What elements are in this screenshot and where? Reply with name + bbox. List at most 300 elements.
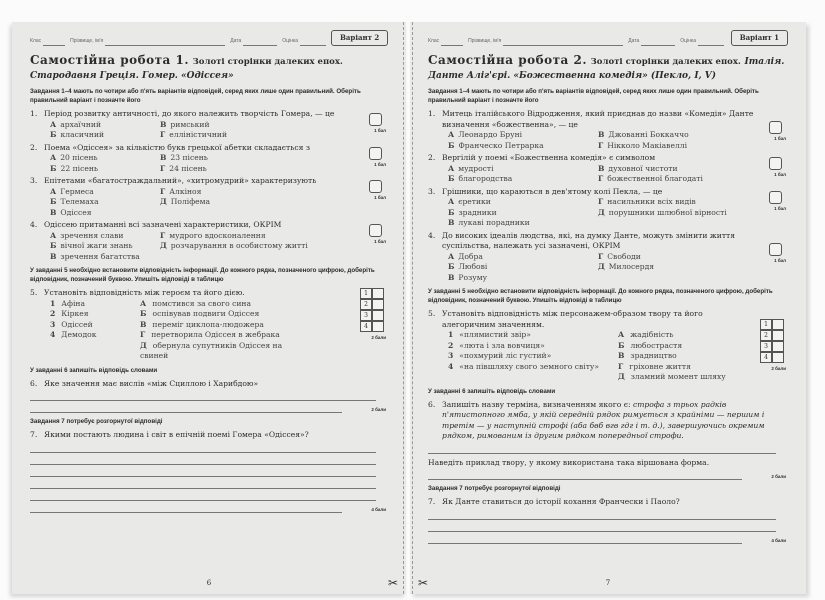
option-letter: В <box>50 207 57 217</box>
answer-option[interactable] <box>50 120 160 131</box>
worksheet-title <box>428 54 788 83</box>
match-text: оспівував подвиги Одіссея <box>152 309 260 318</box>
question-text-row <box>428 231 754 252</box>
option-text: духовної чистоти <box>608 163 678 173</box>
page-number: 7 <box>605 578 611 587</box>
answer-option[interactable] <box>50 164 160 175</box>
option-letter: В <box>448 272 455 282</box>
match-item-right <box>140 299 310 310</box>
answer-box[interactable] <box>769 121 782 134</box>
answer-grid-row <box>760 319 784 330</box>
match-item-right <box>618 372 738 383</box>
option-text: архаїчний <box>60 119 102 129</box>
match-item-right <box>140 309 310 320</box>
title-main: Самостійна робота 2. <box>428 53 588 67</box>
answer-option[interactable] <box>160 130 310 141</box>
instructions-6: У завданні 6 запишіть відповідь словами <box>428 387 556 395</box>
grade-field <box>282 36 326 47</box>
match-text: Демодок <box>61 330 97 339</box>
points-label: 1 бал <box>774 172 786 177</box>
answer-line[interactable] <box>428 532 742 544</box>
question-text: Як Данте ставиться до історії кохання Франчески і Паоло? <box>442 497 680 506</box>
match-item-left <box>448 341 618 352</box>
answer-box[interactable] <box>369 113 382 126</box>
answer-line[interactable] <box>30 453 376 465</box>
match-key: Д <box>618 372 625 381</box>
question-number: 7. <box>428 497 436 506</box>
question-text-main: Яке значення має вислів «між Сциллою і Харибдою» <box>44 378 259 388</box>
question-text-row <box>30 288 354 299</box>
date-label: Дата <box>628 37 640 44</box>
answer-line[interactable] <box>30 501 342 513</box>
answer-option[interactable] <box>160 241 310 252</box>
worksheet-title <box>30 54 388 83</box>
match-item-right <box>618 362 738 373</box>
match-key: 1 <box>448 330 454 339</box>
grid-number: 4 <box>760 352 772 363</box>
grid-answer-cell[interactable] <box>372 288 384 299</box>
answer-grid-row <box>360 321 384 332</box>
grid-number: 1 <box>360 288 372 299</box>
question-text-row <box>30 176 354 187</box>
option-text: єретики <box>458 197 491 206</box>
answer-grid-row <box>360 288 384 299</box>
option-text: розчарування в особистому житті <box>170 241 308 250</box>
answer-option[interactable] <box>598 262 748 273</box>
scissors-icon[interactable]: ✂ <box>418 576 429 590</box>
match-text: любострастя <box>630 340 683 350</box>
answer-option[interactable] <box>50 197 160 208</box>
answer-options <box>428 130 754 151</box>
match-key: Б <box>618 340 625 350</box>
grid-answer-cell[interactable] <box>772 352 784 363</box>
name-input-line[interactable] <box>105 40 225 46</box>
answer-option[interactable] <box>448 252 598 263</box>
match-key: 2 <box>448 340 454 350</box>
option-text: насильники всіх видів <box>607 197 696 206</box>
question-4 <box>30 220 388 262</box>
points-label: 4 бали <box>771 537 786 543</box>
match-item-right <box>140 330 310 341</box>
answer-options <box>30 120 354 141</box>
option-text: Джованні Боккаччо <box>608 130 689 139</box>
option-letter: Г <box>160 163 166 173</box>
answer-option[interactable] <box>598 130 748 141</box>
answer-option[interactable] <box>598 164 748 175</box>
match-item-right <box>618 330 738 341</box>
points-label: 4 бали <box>371 506 386 512</box>
match-key: А <box>618 330 625 339</box>
right-page <box>410 22 806 594</box>
question-text-definition: строфа з трьох радків п'ятистопного ямба, у якій середній рядок римується з крайніми — першим і третім — у наступній строфі (аба бвб вгв гдг і т. д.), завершуючись окремим рядком, римованим із другим рядком попередньої строфи. <box>442 399 765 440</box>
answer-option[interactable] <box>50 130 160 141</box>
match-text: Кіркея <box>61 309 89 318</box>
answer-option[interactable] <box>50 241 160 252</box>
question-2 <box>30 143 388 175</box>
answer-option[interactable] <box>448 208 598 219</box>
match-text: Афіна <box>61 298 86 308</box>
match-key: 1 <box>50 298 56 308</box>
points-label: 2 бали <box>371 335 386 340</box>
question-text <box>44 379 258 390</box>
option-letter: Г <box>598 251 604 261</box>
worksheet-header <box>428 30 788 46</box>
class-input-line[interactable] <box>43 40 65 46</box>
option-text: Добра <box>458 251 483 261</box>
class-label: Клас <box>428 37 440 44</box>
answer-option[interactable] <box>50 187 160 198</box>
option-letter: Б <box>50 241 57 250</box>
answer-line[interactable] <box>30 489 376 501</box>
question-text-row <box>428 309 754 330</box>
answer-options <box>30 187 354 219</box>
option-text: вічної жаги знань <box>60 241 133 250</box>
option-letter: Б <box>50 197 57 206</box>
option-letter: А <box>50 153 57 162</box>
question-5 <box>30 288 388 362</box>
question-text-main: Запишіть назву терміна, визначенням якого є: <box>442 399 631 409</box>
option-text: 22 пісень <box>60 163 99 173</box>
match-item-left <box>448 372 618 383</box>
option-letter: Д <box>598 207 605 217</box>
answer-option[interactable] <box>160 120 310 131</box>
answer-line[interactable] <box>30 401 342 413</box>
answer-options <box>428 252 754 284</box>
question-6 <box>428 400 788 481</box>
option-text: Гермеса <box>60 186 94 196</box>
answer-box[interactable] <box>769 243 782 256</box>
grid-answer-cell[interactable] <box>772 330 784 341</box>
question-number: 4. <box>30 220 38 229</box>
option-letter: А <box>448 130 455 139</box>
answer-grid-row <box>360 310 384 321</box>
option-text: лукаві порадники <box>458 218 530 227</box>
question-text: Якими постають людина і світ в епічній поемі Гомера «Одіссея»? <box>44 430 309 439</box>
answer-grid <box>360 288 384 332</box>
answer-line[interactable] <box>30 441 376 453</box>
match-text: «плямистий звір» <box>459 330 531 339</box>
match-text: «на півшляху свого земного світу» <box>459 361 600 371</box>
match-item-left <box>50 309 140 320</box>
match-text: обернула супутників Одіссея на свиней <box>140 340 283 360</box>
match-key: 3 <box>50 319 56 329</box>
question-text: До високих ідеалів людства, які, на думку Данте, можуть змінити життя суспільства, належать усі зазначені, ОКРІМ <box>442 230 736 250</box>
scissors-icon[interactable]: ✂ <box>387 576 398 590</box>
question-4 <box>428 231 788 284</box>
question-text: Поема «Одіссея» за кількістю букв грецької абетки складається з <box>44 142 310 152</box>
question-text: Вергілій у поемі «Божественна комедія» є символом <box>442 153 656 162</box>
name-field <box>468 36 623 47</box>
match-item-left <box>50 330 140 341</box>
match-item-left <box>50 299 140 310</box>
question-text <box>442 400 782 442</box>
match-item-right <box>140 320 310 331</box>
answer-line[interactable] <box>30 477 376 489</box>
answer-options <box>30 153 354 174</box>
match-key: А <box>140 298 147 308</box>
option-text: елліністичний <box>169 130 228 139</box>
option-text: Телемаха <box>60 197 99 206</box>
match-text: зламний момент шляху <box>630 372 726 381</box>
grid-number: 3 <box>760 341 772 352</box>
answer-line[interactable] <box>30 389 376 401</box>
question-number: 5. <box>428 309 436 318</box>
title-main: Самостійна робота 1. <box>30 53 190 67</box>
grid-number: 3 <box>360 310 372 321</box>
option-text: 20 пісень <box>60 153 98 162</box>
answer-option[interactable] <box>160 231 310 242</box>
option-letter: Д <box>598 262 605 271</box>
answer-option[interactable] <box>50 153 160 164</box>
question-subtext: Наведіть приклад твору, у якому використана така віршована форма. <box>428 457 710 467</box>
instructions-1-4: Завдання 1–4 мають по чотири або п'ять варіантів відповідей, серед яких лише один правильний. Оберіть правильний варіант і позначте його <box>428 88 759 104</box>
option-letter: Г <box>598 140 604 150</box>
match-item-left <box>50 320 140 331</box>
points-label: 2 бали <box>371 407 386 412</box>
option-text: Милосердя <box>608 262 655 271</box>
answer-option[interactable] <box>50 231 160 242</box>
answer-line[interactable] <box>428 520 776 532</box>
grid-answer-cell[interactable] <box>772 319 784 330</box>
question-text-row <box>428 153 754 164</box>
option-text: Одіссея <box>60 207 92 217</box>
match-key: 4 <box>50 330 56 339</box>
grid-answer-cell[interactable] <box>372 310 384 321</box>
answer-option[interactable] <box>598 174 748 185</box>
option-text: Нікколо Макіавеллі <box>607 140 688 150</box>
option-text: порушники шлюбної вірності <box>608 207 727 217</box>
points-label: 1 бал <box>774 257 786 263</box>
match-text: «похмурий ліс густий» <box>459 351 552 360</box>
match-key: В <box>140 319 147 329</box>
question-number: 1. <box>428 109 436 118</box>
matching-lists <box>30 299 354 362</box>
answer-grid-row <box>760 330 784 341</box>
answer-box[interactable] <box>769 157 782 170</box>
option-letter: Г <box>598 197 604 206</box>
grid-answer-cell[interactable] <box>372 321 384 332</box>
answer-option[interactable] <box>448 164 598 175</box>
option-letter: А <box>50 230 57 240</box>
option-text: Леонардо Бруні <box>458 130 523 139</box>
title-sub: Золоті сторінки далеких епох. <box>590 57 741 67</box>
question-text-row <box>428 109 754 130</box>
date-field <box>628 36 675 47</box>
name-input-line[interactable] <box>503 40 623 46</box>
question-text: Період розвитку античності, до якого належить творчість Гомера, — це <box>44 109 335 118</box>
option-text: Свободи <box>607 251 641 261</box>
instructions-1-4: Завдання 1–4 мають по чотири або п'ять варіантів відповідей, серед яких лише один правильний. Оберіть правильний варіант і позначте його <box>30 88 361 104</box>
answer-option[interactable] <box>598 208 748 219</box>
question-number: 7. <box>30 430 38 439</box>
option-letter: А <box>448 251 455 261</box>
title-topic: Італія. Данте Аліг'єрі. «Божественна комедія» (Пекло, I, V) <box>428 57 785 81</box>
question-1 <box>428 109 788 151</box>
question-text: Установіть відповідність між героєм та його дією. <box>44 288 245 297</box>
question-number: 3. <box>428 186 436 196</box>
match-text: гріховне життя <box>629 361 691 371</box>
match-text: зрадництво <box>630 351 677 360</box>
answer-option[interactable] <box>448 197 598 208</box>
answer-line[interactable] <box>428 508 776 520</box>
grade-input-line[interactable] <box>300 40 326 46</box>
answer-grid <box>760 319 784 363</box>
option-letter: Д <box>160 241 167 250</box>
name-field <box>70 36 225 47</box>
variant-badge: Варіант 1 <box>731 30 788 47</box>
match-key: Д <box>140 340 147 350</box>
option-text: божественної благодаті <box>607 174 703 183</box>
option-letter: А <box>448 163 455 173</box>
answer-grid-row <box>760 341 784 352</box>
points-label: 2 бали <box>771 366 786 371</box>
option-letter: Б <box>50 163 57 173</box>
option-text: римський <box>170 119 210 129</box>
option-text: зречення слави <box>60 230 124 240</box>
answer-option[interactable] <box>598 252 748 263</box>
option-text: Любові <box>458 262 488 271</box>
date-input-line[interactable] <box>641 40 675 46</box>
grid-answer-cell[interactable] <box>772 341 784 352</box>
question-text-row <box>30 379 382 390</box>
points-label: 1 бал <box>774 136 786 141</box>
option-letter: А <box>50 119 57 129</box>
instructions-7: Завдання 7 потребує розгорнутої відповіді <box>30 418 163 425</box>
grade-input-line[interactable] <box>698 40 724 46</box>
question-3 <box>428 187 788 229</box>
question-text-row <box>30 143 354 154</box>
answer-options <box>428 197 754 229</box>
question-text: Одіссею притаманні всі зазначені характеристики, ОКРІМ <box>44 220 282 229</box>
grade-label: Оцінка <box>282 37 298 44</box>
question-3 <box>30 176 388 218</box>
answer-option[interactable] <box>598 141 748 152</box>
match-key: 4 <box>448 361 454 371</box>
answer-option[interactable] <box>448 130 598 141</box>
question-text-row <box>30 430 382 441</box>
answer-grid-row <box>360 299 384 310</box>
question-number: 2. <box>428 153 436 162</box>
answer-option[interactable] <box>448 273 598 284</box>
answer-line[interactable] <box>428 468 742 480</box>
option-letter: В <box>448 218 455 227</box>
grid-answer-cell[interactable] <box>372 299 384 310</box>
question-7 <box>428 497 788 544</box>
match-item-left <box>448 362 618 373</box>
question-7 <box>30 430 388 513</box>
question-text: Епітетами «багатостраждальний», «хитромудрий» характеризують <box>44 176 317 185</box>
answer-box[interactable] <box>369 147 382 160</box>
question-text-row <box>428 400 782 442</box>
instructions-5: У завданні 5 необхідно встановити відповідність інформації. До кожного рядка, позначеного цифрою, доберіть відповідник, позначений буквою. Упишіть відповіді в таблицю <box>428 288 773 304</box>
option-letter: Г <box>160 186 166 196</box>
instructions-5: У завданні 5 необхідно встановити відповідність інформації. До кожного рядка, позначеного цифрою, доберіть відповідник, позначений буквою. Упишіть відповіді в таблицю <box>30 267 375 283</box>
answer-box[interactable] <box>369 224 382 237</box>
answer-box[interactable] <box>369 180 382 193</box>
match-item-right <box>140 341 310 362</box>
option-text: 24 пісень <box>169 163 207 173</box>
option-letter: В <box>50 251 57 261</box>
option-letter: А <box>448 197 455 206</box>
option-letter: В <box>160 153 167 162</box>
match-item-left <box>448 330 618 341</box>
class-label: Клас <box>30 37 42 44</box>
match-item-left <box>448 351 618 362</box>
question-number: 5. <box>30 288 38 297</box>
answer-option[interactable] <box>160 187 310 198</box>
option-text: зрадники <box>458 207 497 217</box>
option-letter: Г <box>160 230 166 240</box>
question-number: 1. <box>30 109 38 118</box>
option-text: мудрості <box>458 163 494 173</box>
instructions-6: У завданні 6 запишіть відповідь словами <box>30 366 158 374</box>
class-input-line[interactable] <box>441 40 463 46</box>
match-key: 3 <box>448 351 454 360</box>
match-text: помстився за свого сина <box>152 298 252 308</box>
answer-line[interactable] <box>30 465 376 477</box>
answer-box[interactable] <box>769 191 782 204</box>
option-letter: Г <box>598 174 604 183</box>
answer-option[interactable] <box>50 208 160 219</box>
question-number: 4. <box>428 230 436 240</box>
class-field <box>30 36 65 47</box>
option-letter: Б <box>448 207 455 217</box>
question-text: Митець італійського Відродження, який приєднав до назви «Комедія» Данте визначення «божественна», — це <box>442 109 754 129</box>
worksheet-header <box>30 30 388 46</box>
option-letter: Б <box>50 130 57 139</box>
match-item-right <box>618 341 738 352</box>
option-text: Алкіноя <box>169 186 202 196</box>
name-label: Прізвище, ім'я <box>70 37 104 44</box>
page-number: 6 <box>206 578 212 587</box>
option-letter: Б <box>448 140 455 150</box>
points-label: 1 бал <box>774 205 786 211</box>
question-text-row <box>30 109 354 120</box>
answer-option[interactable] <box>448 174 598 185</box>
answer-option[interactable] <box>448 262 598 273</box>
answer-option[interactable] <box>598 197 748 208</box>
points-label: 1 бал <box>374 161 386 167</box>
option-text: зречення багатства <box>60 251 140 261</box>
match-text: перетворила Одіссея в жебрака <box>151 330 280 339</box>
answer-option[interactable] <box>448 218 598 229</box>
option-letter: А <box>50 186 57 196</box>
question-number: 6. <box>30 378 38 388</box>
match-key: Б <box>140 309 147 318</box>
answer-option[interactable] <box>160 153 310 164</box>
answer-line[interactable] <box>428 442 776 454</box>
answer-option[interactable] <box>160 197 310 208</box>
match-key: Г <box>618 361 624 371</box>
answer-grid-row <box>760 352 784 363</box>
option-letter: Б <box>448 174 455 183</box>
option-text: благородства <box>458 174 513 183</box>
option-letter: В <box>598 163 605 173</box>
answer-option[interactable] <box>160 164 310 175</box>
option-text: 23 пісень <box>170 153 208 162</box>
left-page <box>12 22 406 594</box>
match-key: Г <box>140 330 146 339</box>
question-5 <box>428 309 788 383</box>
date-input-line[interactable] <box>243 40 277 46</box>
question-2 <box>428 153 788 185</box>
grid-number: 2 <box>760 330 772 341</box>
answer-option[interactable] <box>50 252 160 263</box>
answer-option[interactable] <box>448 141 598 152</box>
question-text-row <box>428 497 782 508</box>
option-text: Розуму <box>458 272 488 282</box>
question-number: 2. <box>30 142 38 152</box>
